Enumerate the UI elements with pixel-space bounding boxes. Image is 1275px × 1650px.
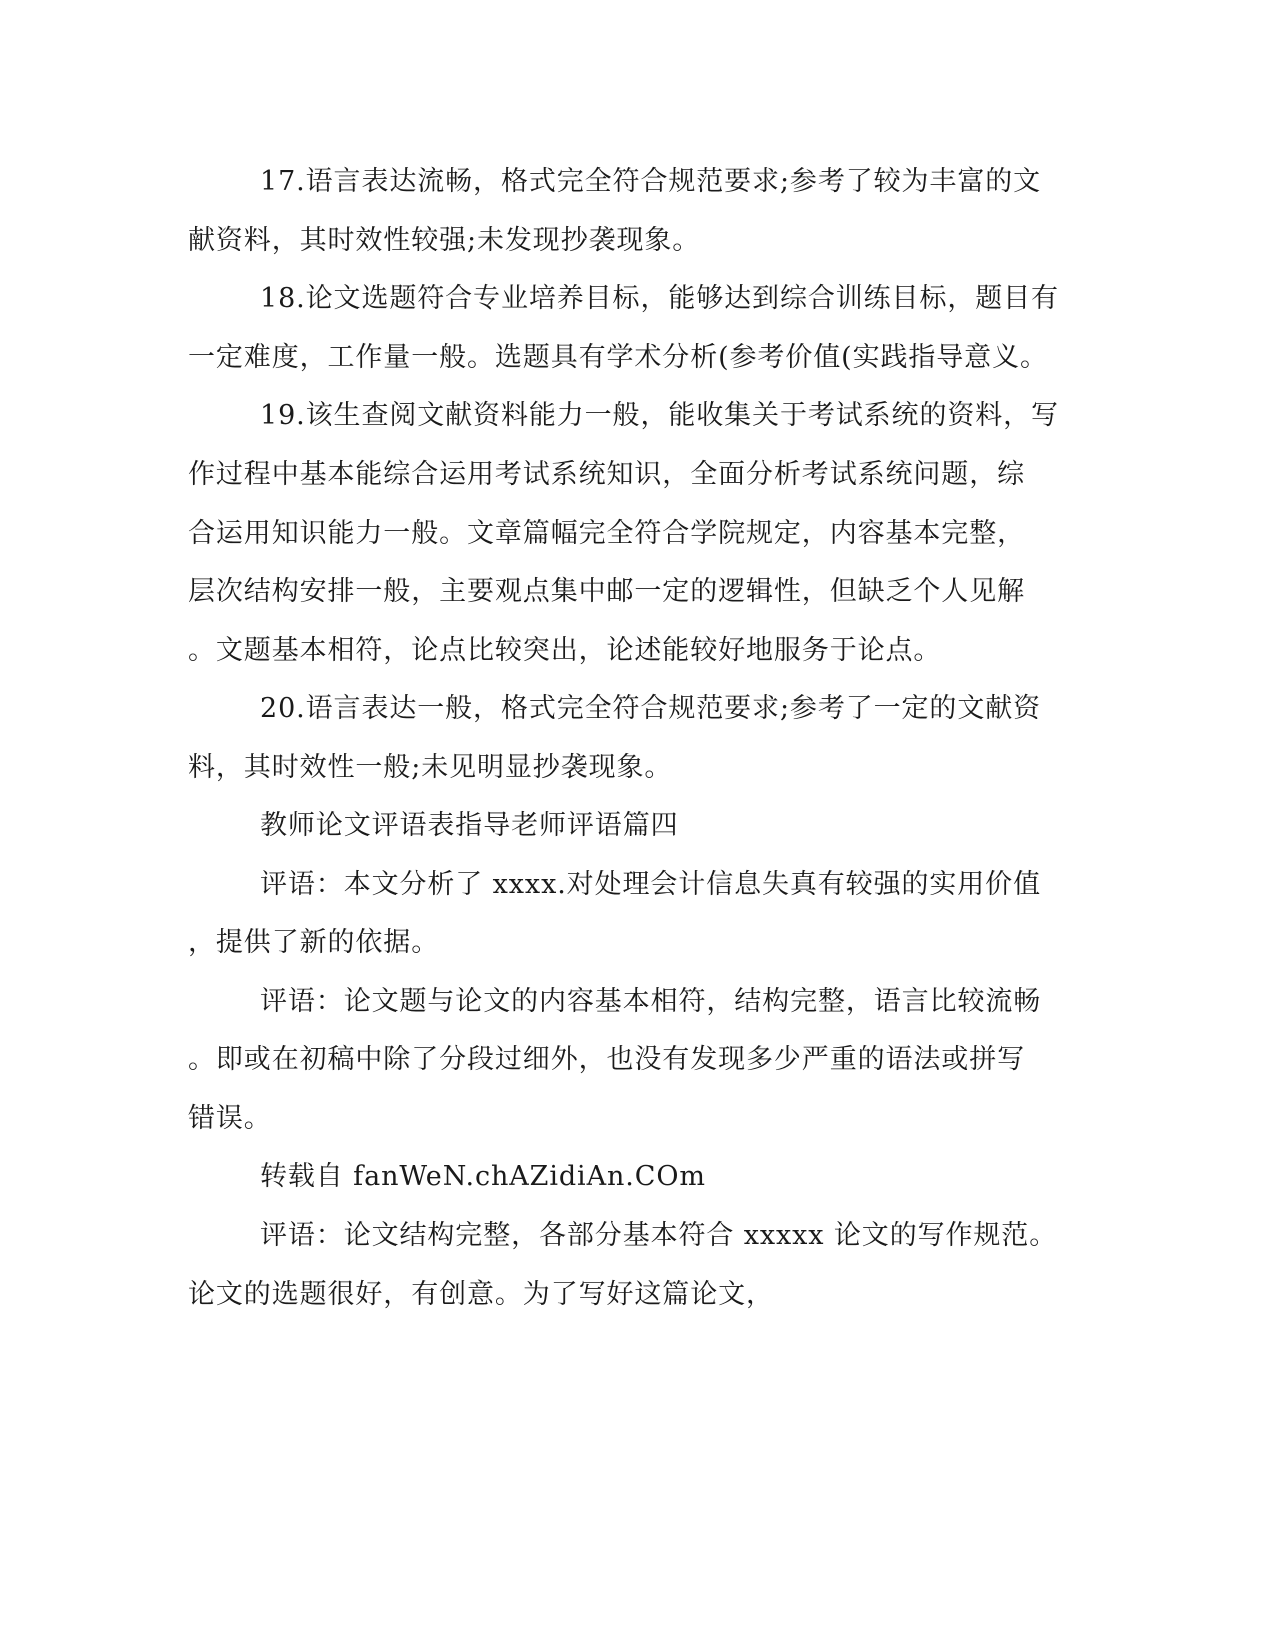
comment-3-line-1: 评语：论文结构完整，各部分基本符合 xxxxx 论文的写作规范。 [260,1220,1058,1251]
paragraph-17-line-1: 17.语言表达流畅，格式完全符合规范要求;参考了较为丰富的文 [260,166,1042,197]
paragraph-18-line-2: 一定难度，工作量一般。选题具有学术分析(参考价值(实践指导意义。 [188,342,1048,373]
paragraph-19-line-5: 。文题基本相符，论点比较突出，论述能较好地服务于论点。 [188,635,942,666]
paragraph-19-line-4: 层次结构安排一般，主要观点集中邮一定的逻辑性，但缺乏个人见解 [188,576,1025,607]
paragraph-18-line-1: 18.论文选题符合专业培养目标，能够达到综合训练目标，题目有 [260,283,1059,314]
comment-1-line-2: ，提供了新的依据。 [188,927,440,958]
paragraph-19-line-2: 作过程中基本能综合运用考试系统知识，全面分析考试系统问题，综 [188,459,1025,490]
source-note: 转载自 fanWeN.chAZidiAn.COm [260,1161,706,1192]
comment-3-line-2: 论文的选题很好，有创意。为了写好这篇论文， [188,1279,774,1310]
paragraph-20-line-1: 20.语言表达一般，格式完全符合规范要求;参考了一定的文献资 [260,693,1042,724]
paragraph-19-line-1: 19.该生查阅文献资料能力一般，能收集关于考试系统的资料，写 [260,400,1059,431]
paragraph-17-line-2: 献资料，其时效性较强;未发现抄袭现象。 [188,225,701,256]
paragraph-19-line-3: 合运用知识能力一般。文章篇幅完全符合学院规定，内容基本完整， [188,518,1025,549]
paragraph-20-line-2: 料，其时效性一般;未见明显抄袭现象。 [188,752,673,783]
comment-2-line-2: 。即或在初稿中除了分段过细外，也没有发现多少严重的语法或拼写 [188,1044,1025,1075]
section-heading: 教师论文评语表指导老师评语篇四 [260,810,679,841]
comment-2-line-1: 评语：论文题与论文的内容基本相符，结构完整，语言比较流畅 [260,986,1042,1017]
comment-1-line-1: 评语：本文分析了 xxxx.对处理会计信息失真有较强的实用价值 [260,869,1041,900]
comment-2-line-3: 错误。 [188,1103,272,1134]
